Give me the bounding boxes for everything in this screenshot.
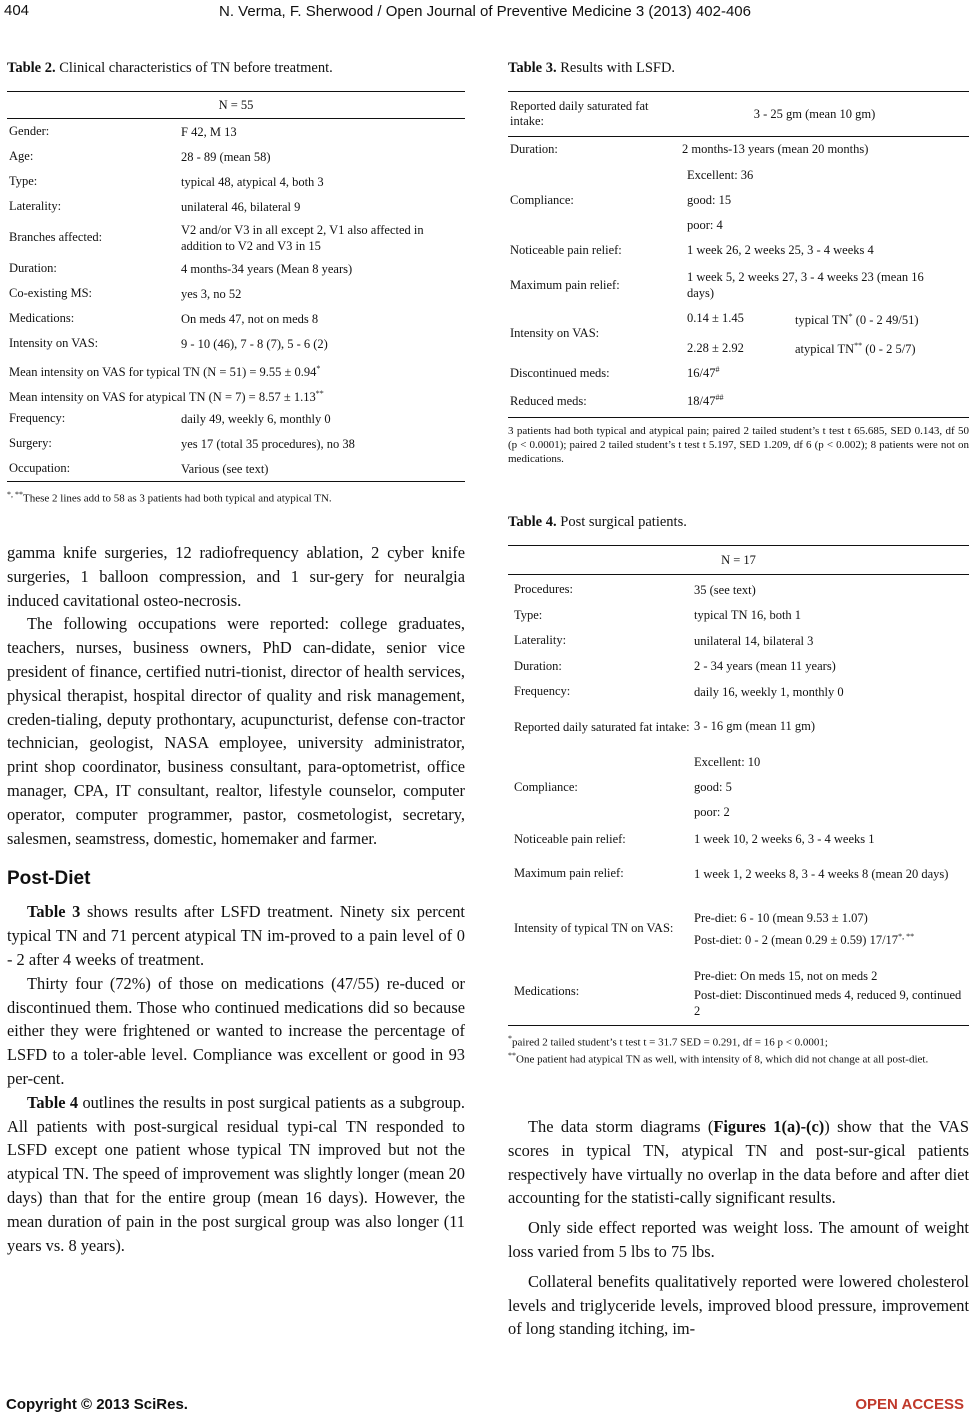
- table-3-value: good: 15: [687, 192, 732, 207]
- page-number: 404: [4, 2, 30, 19]
- table-3-value: poor: 4: [687, 217, 723, 232]
- row-value: typical 48, atypical 4, both 3: [181, 174, 324, 189]
- row-key: Procedures:: [514, 582, 574, 597]
- running-title: N. Verma, F. Sherwood / Open Journal of Preventive Medicine 3 (2013) 402-406: [219, 3, 751, 20]
- row-key: Laterality:: [9, 199, 62, 213]
- row-key: Laterality:: [514, 633, 567, 648]
- table-row: [508, 628, 969, 654]
- table-3-value: 1 week 5, 2 weeks 27, 3 - 4 weeks 23 (mean 16 days): [687, 270, 924, 300]
- table-row: [7, 256, 465, 281]
- table-3-value: 16/47#: [687, 364, 720, 381]
- table-row: [7, 456, 465, 481]
- table-3-value: 2 months-13 years (mean 20 months): [682, 142, 869, 156]
- table-row: [508, 577, 969, 603]
- table-3-key: Intensity on VAS:: [510, 325, 600, 340]
- left-body: [7, 541, 465, 1257]
- table-4-value: Pre-diet: On meds 15, not on meds 2: [694, 968, 878, 983]
- row-key: Gender:: [9, 124, 50, 138]
- row-value: yes 17 (total 35 procedures), no 38: [181, 436, 355, 451]
- table-2-footnote: *, **These 2 lines add to 58 as 3 patients had both typical and atypical TN.: [7, 490, 332, 505]
- row-key: Type:: [9, 174, 38, 188]
- row-key: Age:: [9, 149, 34, 163]
- table-4-key: Medications:: [514, 984, 580, 998]
- table-row: [7, 281, 465, 306]
- open-access-label: OPEN ACCESS: [855, 1396, 964, 1413]
- table-4-caption: Table 4. Post surgical patients.: [508, 514, 687, 530]
- table-4-value: 1 week 1, 2 weeks 8, 3 - 4 weeks 8 (mean 20 days): [694, 866, 949, 881]
- table-4-value: Pre-diet: 6 - 10 (mean 9.53 ± 1.07): [694, 910, 868, 925]
- table-3-key: Discontinued meds:: [510, 365, 610, 380]
- table-4-n: N = 17: [721, 553, 756, 567]
- row-value: V2 and/or V3 in all except 2, V1 also affected in addition to V2 and V3 in 15: [181, 222, 424, 253]
- row-value: 28 - 89 (mean 58): [181, 149, 271, 164]
- row-value: 35 (see text): [694, 582, 756, 597]
- table-row: [7, 406, 465, 431]
- table-3-key: Noticeable pain relief:: [510, 243, 622, 257]
- table-2-n: N = 55: [218, 98, 254, 112]
- table-row: [508, 654, 969, 680]
- row-key: Medications:: [9, 311, 75, 325]
- table-4-footnote: *paired 2 tailed student’s t test t = 31.7 SED = 0.291, df = 16 p < 0.0001; **One patient had atypical TN as well, with intensity of 8, which did not change at all post-diet.: [508, 1033, 929, 1066]
- row-value: 2 - 34 years (mean 11 years): [694, 659, 836, 674]
- table-4-key: Intensity of typical TN on VAS:: [514, 920, 674, 935]
- table-4-value: Post-diet: Discontinued meds 4, reduced 9, continued 2: [694, 987, 962, 1018]
- row-key: Co-existing MS:: [9, 286, 92, 300]
- table-4-value: good: 5: [694, 780, 732, 794]
- table-4-key: Maximum pain relief:: [514, 866, 624, 880]
- table-3-head-key: Reported daily saturated fat intake:: [510, 99, 649, 128]
- row-value: 4 months-34 years (Mean 8 years): [181, 261, 353, 276]
- right-body: [508, 1115, 969, 1341]
- table-4-value: 1 week 10, 2 weeks 6, 3 - 4 weeks 1: [694, 832, 875, 846]
- row-key: Intensity on VAS:: [9, 336, 99, 350]
- table-3: [508, 60, 969, 466]
- row-key: Type:: [514, 607, 543, 622]
- table-3-value: 18/47##: [687, 392, 724, 409]
- table-3-value: Excellent: 36: [687, 167, 754, 182]
- paragraph: Thirty four (72%) of those on medications (47/55) re-duced or discontinued them. Those who continued medications did so because either they were frightened or wanted to increase the percentage of LSFD to a toler-able level. Compliance was excellent or good in 93 per-cent.: [7, 973, 465, 1088]
- row-value: 9 - 10 (46), 7 - 8 (7), 5 - 6 (2): [181, 336, 328, 351]
- table-2-mean-typical: Mean intensity on VAS for typical TN (N = 51) = 9.55 ± 0.94*: [9, 364, 321, 380]
- row-value: unilateral 14, bilateral 3: [694, 633, 814, 648]
- table-row: [7, 119, 465, 144]
- table-3-key: Maximum pain relief:: [510, 277, 620, 292]
- paragraph: Collateral benefits qualitatively reported were lowered cholesterol levels and triglyceride levels, improved blood pressure, improvement of long standing itching, im-: [508, 1271, 969, 1339]
- table-3-value: 1 week 26, 2 weeks 25, 3 - 4 weeks 4: [687, 243, 874, 257]
- section-heading: Post-Diet: [7, 868, 91, 890]
- table-row: [7, 144, 465, 169]
- row-key: Frequency:: [514, 684, 571, 699]
- table-row: [508, 603, 969, 629]
- table-4-key: Compliance:: [514, 780, 578, 794]
- row-key: Branches affected:: [9, 230, 103, 244]
- table-4-value: poor: 2: [694, 805, 730, 819]
- table-row: [7, 306, 465, 331]
- row-value: F 42, M 13: [181, 124, 237, 139]
- row-value: typical TN 16, both 1: [694, 608, 802, 623]
- table-4-key: Reported daily saturated fat intake:: [514, 719, 690, 734]
- row-key: Duration:: [514, 658, 562, 673]
- row-value: daily 16, weekly 1, monthly 0: [694, 684, 844, 699]
- row-key: Surgery:: [9, 436, 52, 450]
- table-3-value: 0.14 ± 1.45: [687, 311, 744, 326]
- table-row: [7, 169, 465, 194]
- paragraph: The data storm diagrams (Figures 1(a)-(c)) show that the VAS scores in typical TN, atypical TN and post-sur-gical patients respectively have virtually no overlap in the data before and after diet accounting for the statisti-cally significant results.: [508, 1117, 969, 1208]
- table-3-head-value: 3 - 25 gm (mean 10 gm): [753, 106, 876, 121]
- row-value: yes 3, no 52: [181, 286, 242, 301]
- paragraph: Table 3 shows results after LSFD treatment. Ninety six percent typical TN and 71 percent atypical TN im-proved to a pain level of 0 - 2 after 4 weeks of treatment.: [7, 902, 465, 969]
- table-row: [7, 219, 465, 256]
- table-row: [7, 194, 465, 219]
- row-key: Duration:: [9, 261, 57, 275]
- table-3-value: typical TN* (0 - 2 49/51): [795, 311, 919, 327]
- row-value: daily 49, weekly 6, monthly 0: [181, 411, 331, 426]
- table-2-mean-atypical: Mean intensity on VAS for atypical TN (N = 7) = 8.57 ± 1.13**: [9, 389, 324, 405]
- table-4-value: Post-diet: 0 - 2 (mean 0.29 ± 0.59) 17/17*, **: [694, 931, 915, 948]
- table-row: [508, 679, 969, 705]
- copyright: Copyright © 2013 SciRes.: [6, 1396, 188, 1413]
- paragraph: Table 4 outlines the results in post surgical patients as a subgroup. All patients with post-surgical residual typi-cal TN responded to LSFD except one patient whose typical TN improved but not the atypical TN. The speed of improvement was slightly longer (mean 20 days) than that for the entire group (mean 16 days). However, the mean duration of pain in the post surgical group was also longer (11 years vs. 8 years).: [7, 1092, 465, 1255]
- table-2: [7, 60, 465, 506]
- paragraph: Only side effect reported was weight loss. The amount of weight loss varied from 5 lbs to 75 lbs.: [508, 1218, 969, 1261]
- table-3-caption: Table 3. Results with LSFD.: [508, 60, 676, 76]
- table-4-value: Excellent: 10: [694, 755, 761, 769]
- table-row: [7, 331, 465, 356]
- row-value: Various (see text): [181, 461, 269, 476]
- row-key: Occupation:: [9, 461, 71, 475]
- table-3-footnote: 3 patients had both typical and atypical pain; paired 2 tailed student’s t test t 65.685, SED 0.143, df 50 (p < 0.0001); paired 2 tailed student’s t test t 5.197, SED 1.209, df 6 (p < 0.002); 8 patients were not on medications.: [508, 425, 969, 465]
- table-3-value: atypical TN** (0 - 2 5/7): [795, 341, 916, 357]
- table-4-key: Noticeable pain relief:: [514, 832, 626, 846]
- row-key: Frequency:: [9, 411, 66, 425]
- table-row: [7, 431, 465, 456]
- paragraph: The following occupations were reported: college graduates, teachers, nurses, business owners, PhD can-didate, senior vice president of finance, certified nutri-tionist, director of health services, physical therapist, hospital director of quality and risk management, creden-tialing, deputy prothontary, acupuncturist, defense con-tractor technician, geologist, NASA employee, university administrator, print shop coordinator, business consultant, para-optometrist, office manager, CPA, IT consultant, realtor, lifestyle counselor, computer operator, computer programmer, pastor, cosmetologist, secretary, salesmen, seamstress, domestic, homemaker and farmer.: [7, 614, 465, 848]
- table-4-value: 3 - 16 gm (mean 11 gm): [694, 719, 816, 733]
- table-3-key: Compliance:: [510, 192, 574, 207]
- paragraph: gamma knife surgeries, 12 radiofrequency ablation, 2 cyber knife surgeries, 1 balloon compression, and 1 sur-gery for neuralgia induced cavitational osteo-necrosis.: [7, 543, 465, 610]
- table-3-key: Duration:: [510, 142, 558, 156]
- row-value: unilateral 46, bilateral 9: [181, 199, 301, 214]
- table-3-key: Reduced meds:: [510, 393, 587, 408]
- table-2-caption: Table 2. Clinical characteristics of TN before treatment.: [7, 60, 333, 76]
- table-3-value: 2.28 ± 2.92: [687, 340, 744, 355]
- row-value: On meds 47, not on meds 8: [181, 311, 319, 326]
- table-4: [508, 514, 969, 1067]
